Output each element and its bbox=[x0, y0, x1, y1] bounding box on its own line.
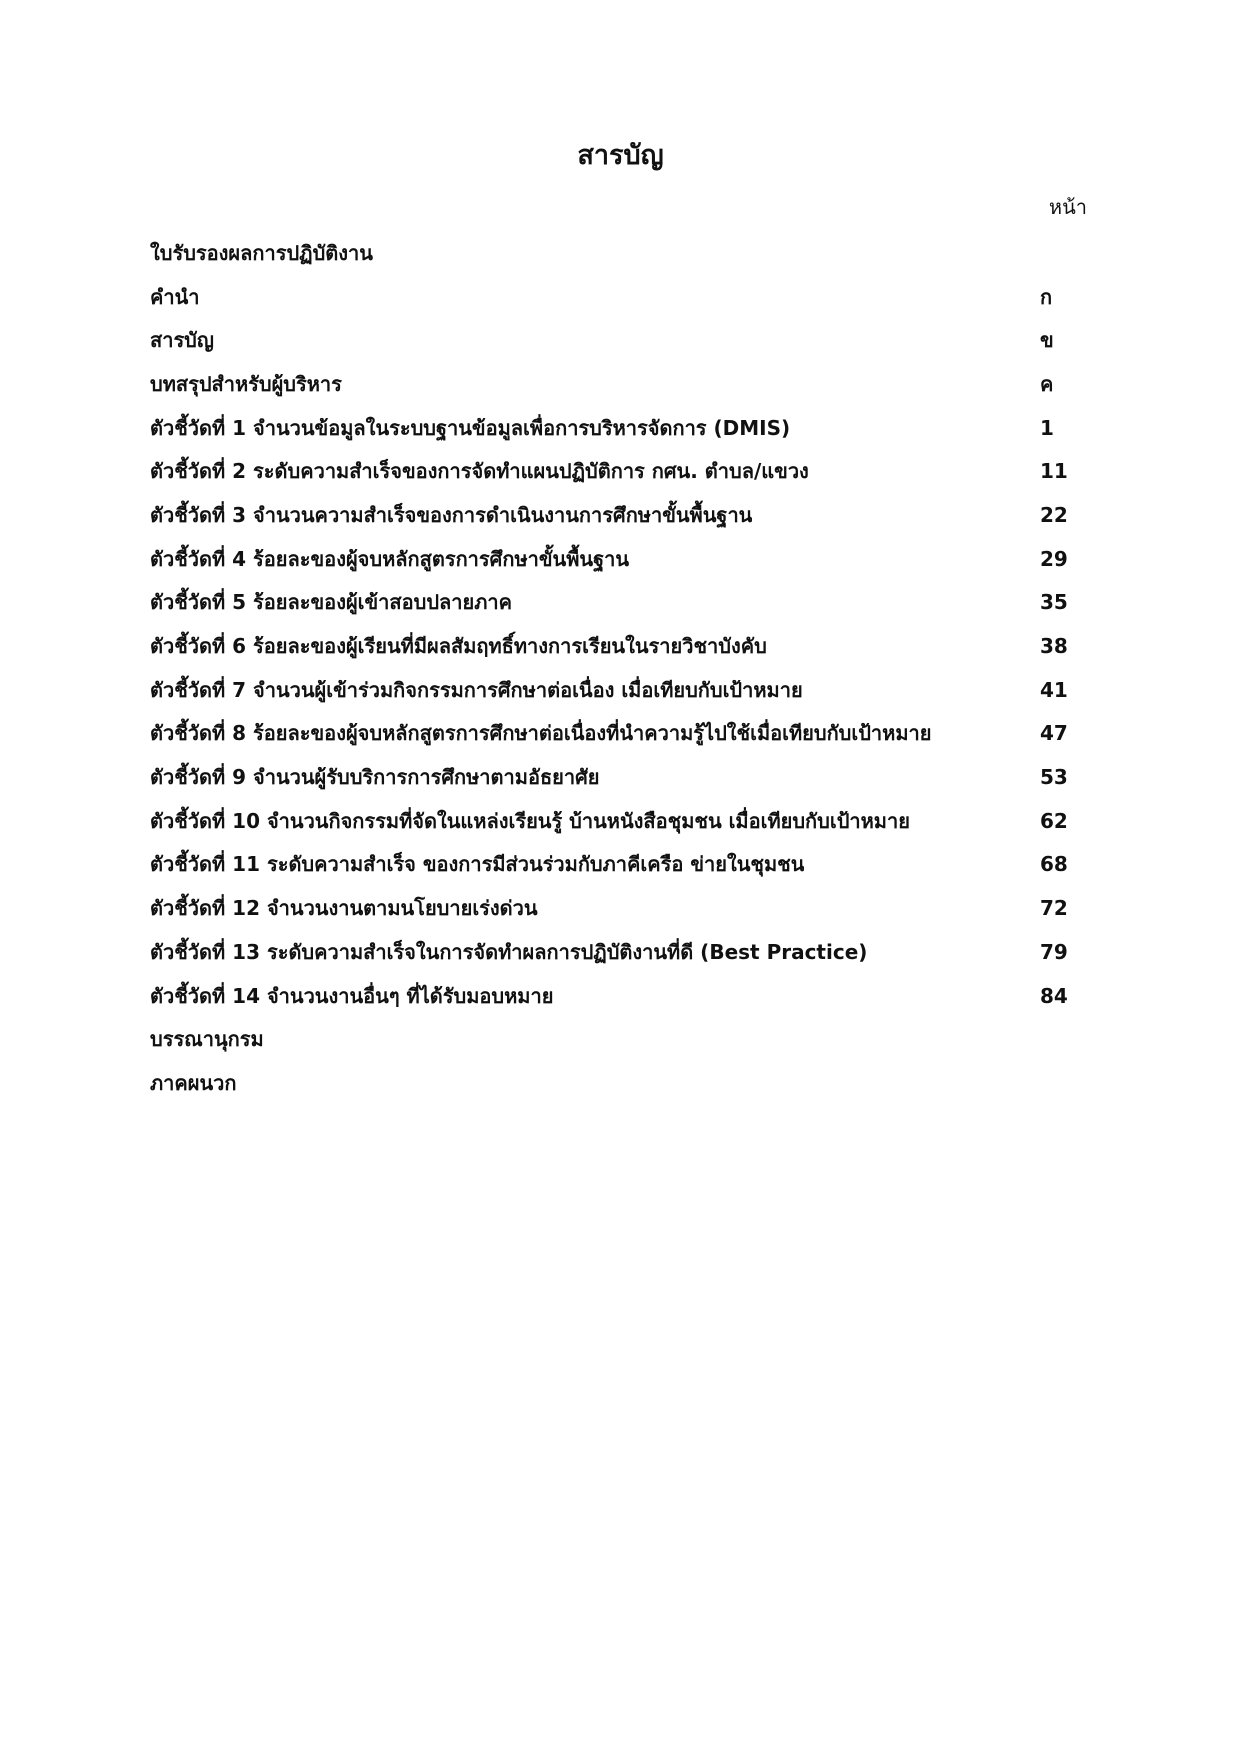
toc-entry-page: 53 bbox=[1040, 765, 1068, 790]
toc-entry-label: ตัวชี้วัดที่ 12 จำนวนงานตามนโยบายเร่งด่วน bbox=[150, 896, 538, 921]
toc-entry[interactable] bbox=[150, 318, 1076, 362]
toc-entry[interactable] bbox=[150, 275, 1076, 319]
toc-entry-page: 72 bbox=[1040, 896, 1068, 921]
toc-entry-page: 22 bbox=[1040, 502, 1068, 527]
toc-entry-page: 11 bbox=[1040, 459, 1068, 484]
toc-entry[interactable] bbox=[150, 406, 1076, 450]
toc-entry-label: ตัวชี้วัดที่ 7 จำนวนผู้เข้าร่วมกิจกรรมการศึกษาต่อเนื่อง เมื่อเทียบกับเป้าหมาย bbox=[150, 677, 803, 702]
toc-entry[interactable] bbox=[150, 362, 1076, 406]
toc-entry-label: ตัวชี้วัดที่ 10 จำนวนกิจกรรมที่จัดในแหล่งเรียนรู้ บ้านหนังสือชุมชน เมื่อเทียบกับเป้าหมาย bbox=[150, 808, 910, 833]
toc-entry[interactable] bbox=[150, 668, 1076, 712]
toc-entry-page: 41 bbox=[1040, 677, 1068, 702]
toc-entry[interactable] bbox=[150, 755, 1076, 799]
toc-entry-label: ตัวชี้วัดที่ 6 ร้อยละของผู้เรียนที่มีผลสัมฤทธิ์ทางการเรียนในรายวิชาบังคับ bbox=[150, 634, 767, 659]
toc-entry-page: 84 bbox=[1040, 983, 1068, 1008]
toc-entry[interactable] bbox=[150, 1061, 1076, 1105]
toc-entry-label: สารบัญ bbox=[150, 328, 214, 353]
toc-entry[interactable] bbox=[150, 1017, 1076, 1061]
toc-entry-page: ก bbox=[1040, 284, 1053, 309]
toc-entry-label: ตัวชี้วัดที่ 1 จำนวนข้อมูลในระบบฐานข้อมูลเพื่อการบริหารจัดการ (DMIS) bbox=[150, 415, 791, 440]
page-column-header: หน้า bbox=[1048, 195, 1087, 219]
toc-entry-label: บรรณานุกรม bbox=[150, 1027, 264, 1052]
toc-entry-label: ตัวชี้วัดที่ 4 ร้อยละของผู้จบหลักสูตรการศึกษาขั้นพื้นฐาน bbox=[150, 546, 630, 571]
toc-entry-label: ตัวชี้วัดที่ 3 จำนวนความสำเร็จของการดำเนินงานการศึกษาขั้นพื้นฐาน bbox=[150, 502, 753, 527]
toc-entry-label: ใบรับรองผลการปฏิบัติงาน bbox=[150, 240, 373, 265]
toc-entry-label: ภาคผนวก bbox=[150, 1070, 237, 1095]
toc-entry[interactable] bbox=[150, 537, 1076, 581]
toc-entry-page: 1 bbox=[1040, 415, 1054, 440]
toc-entry[interactable] bbox=[150, 712, 1076, 756]
toc-entry-label: ตัวชี้วัดที่ 11 ระดับความสำเร็จ ของการมีส่วนร่วมกับภาคีเครือ ข่ายในชุมชน bbox=[150, 852, 805, 877]
toc-entry-label: ตัวชี้วัดที่ 5 ร้อยละของผู้เข้าสอบปลายภาค bbox=[150, 590, 513, 615]
page-title: สารบัญ bbox=[577, 140, 664, 171]
toc-entry-label: ตัวชี้วัดที่ 8 ร้อยละของผู้จบหลักสูตรการศึกษาต่อเนื่องที่นำความรู้ไปใช้เมื่อเทียบกับเป้าหมาย bbox=[150, 721, 932, 746]
toc-entry[interactable] bbox=[150, 930, 1076, 974]
toc-entry[interactable] bbox=[150, 843, 1076, 887]
toc-entry-label: ตัวชี้วัดที่ 2 ระดับความสำเร็จของการจัดทำแผนปฏิบัติการ กศน. ตำบล/แขวง bbox=[150, 459, 809, 484]
toc-entry-label: คำนำ bbox=[150, 284, 200, 309]
toc-entry[interactable] bbox=[150, 449, 1076, 493]
toc-entry[interactable] bbox=[150, 581, 1076, 625]
toc-entry[interactable] bbox=[150, 493, 1076, 537]
toc-entry[interactable] bbox=[150, 624, 1076, 668]
toc-entry-page: 47 bbox=[1040, 721, 1068, 746]
toc-entry[interactable] bbox=[150, 799, 1076, 843]
toc-entry-page: ค bbox=[1040, 371, 1054, 396]
toc-entry[interactable] bbox=[150, 974, 1076, 1018]
toc-entry-page: 62 bbox=[1040, 808, 1068, 833]
table-of-contents bbox=[150, 231, 1076, 1105]
toc-entry-label: ตัวชี้วัดที่ 13 ระดับความสำเร็จในการจัดทำผลการปฏิบัติงานที่ดี (Best Practice) bbox=[150, 939, 868, 964]
toc-entry-page: 35 bbox=[1040, 590, 1068, 615]
toc-entry-page: ข bbox=[1040, 328, 1054, 353]
toc-entry-page: 38 bbox=[1040, 634, 1068, 659]
toc-entry-label: ตัวชี้วัดที่ 14 จำนวนงานอื่นๆ ที่ได้รับมอบหมาย bbox=[150, 983, 554, 1008]
toc-entry-label: บทสรุปสำหรับผู้บริหาร bbox=[150, 371, 342, 396]
toc-entry-page: 79 bbox=[1040, 939, 1068, 964]
toc-entry-page: 29 bbox=[1040, 546, 1068, 571]
toc-entry[interactable] bbox=[150, 886, 1076, 930]
toc-entry-label: ตัวชี้วัดที่ 9 จำนวนผู้รับบริการการศึกษาตามอัธยาศัย bbox=[150, 765, 600, 790]
toc-entry-page: 68 bbox=[1040, 852, 1068, 877]
toc-entry[interactable] bbox=[150, 231, 1076, 275]
